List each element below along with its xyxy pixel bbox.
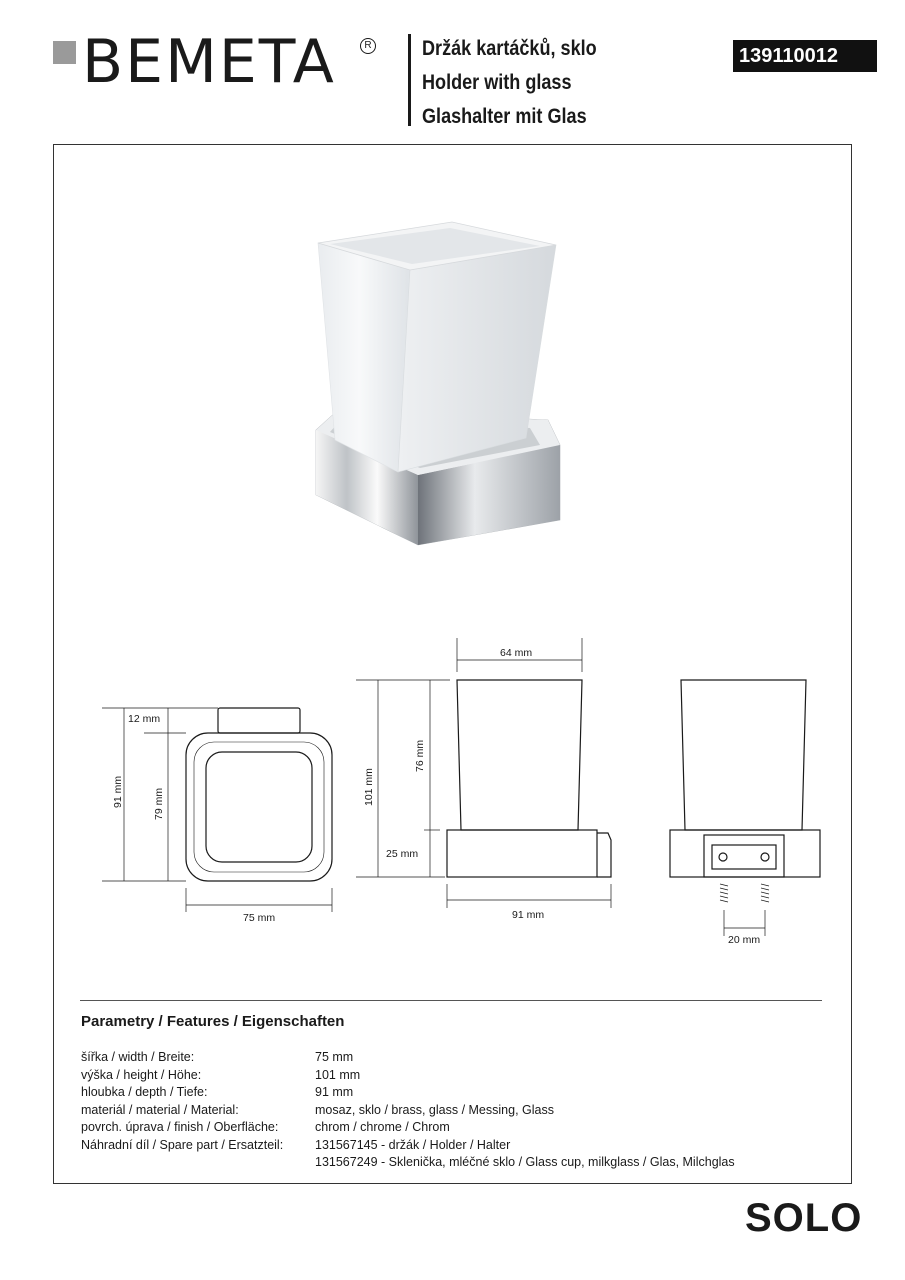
- registered-mark: R: [360, 38, 376, 54]
- feature-row-height: [81, 1067, 821, 1085]
- feature-row-material: [81, 1102, 821, 1120]
- screws: [720, 884, 769, 902]
- feature-label: výška / height / Höhe:: [81, 1067, 202, 1082]
- feature-label: materiál / material / Material:: [81, 1102, 239, 1117]
- feature-label: hloubka / depth / Tiefe:: [81, 1085, 208, 1099]
- title-en: Holder with glass: [422, 71, 572, 94]
- feature-value: 131567249 - Sklenička, mléčné sklo / Glass cup, milkglass / Glas, Milchglas: [315, 1155, 735, 1169]
- dim-25mm: 25 mm: [386, 848, 419, 860]
- feature-row-width: [81, 1049, 821, 1067]
- feature-value: 131567145 - držák / Holder / Halter: [315, 1137, 511, 1152]
- feature-value: chrom / chrome / Chrom: [315, 1120, 450, 1134]
- side-view-drawing: [447, 680, 611, 877]
- feature-row-depth: [81, 1084, 821, 1102]
- product-photo: [316, 222, 560, 545]
- title-de: Glashalter mit Glas: [422, 105, 587, 128]
- title-cz: Držák kartáčků, sklo: [422, 37, 597, 60]
- feature-label: [81, 1154, 315, 1172]
- features-table: [81, 1049, 821, 1172]
- dim-79mm: 79 mm: [153, 787, 165, 820]
- dim-76mm: 76 mm: [414, 739, 426, 772]
- dim-91mm-height: 91 mm: [112, 775, 124, 808]
- back-view-drawing: [670, 680, 820, 877]
- feature-row-finish: [81, 1119, 821, 1137]
- product-code: 139110012: [733, 40, 877, 72]
- feature-value: 91 mm: [315, 1085, 354, 1099]
- feature-label: povrch. úprava / finish / Oberfläche:: [81, 1120, 279, 1134]
- dim-20mm: 20 mm: [728, 934, 761, 946]
- dim-75mm: 75 mm: [243, 912, 276, 924]
- dim-64mm: 64 mm: [500, 647, 533, 659]
- feature-row-spare-part-2: [81, 1154, 821, 1172]
- feature-value: mosaz, sklo / brass, glass / Messing, Glass: [315, 1102, 554, 1117]
- features-title: Parametry / Features / Eigenschaften: [81, 1013, 345, 1030]
- features-divider: [80, 1000, 822, 1001]
- top-view-drawing: [186, 708, 332, 881]
- side-dimension-lines: [356, 638, 611, 908]
- dim-101mm: 101 mm: [363, 768, 375, 806]
- brand-logo: BEMETA: [82, 27, 336, 97]
- dim-91mm-depth: 91 mm: [512, 909, 545, 921]
- dim-12mm: 12 mm: [128, 713, 161, 725]
- feature-label: šířka / width / Breite:: [81, 1050, 195, 1064]
- feature-label: Náhradní díl / Spare part / Ersatzteil:: [81, 1137, 284, 1152]
- series-name: SOLO: [745, 1196, 863, 1240]
- right-dimension-lines: [724, 910, 765, 936]
- feature-value: 101 mm: [315, 1067, 361, 1082]
- feature-value: 75 mm: [315, 1050, 354, 1064]
- feature-row-spare-part: [81, 1137, 821, 1155]
